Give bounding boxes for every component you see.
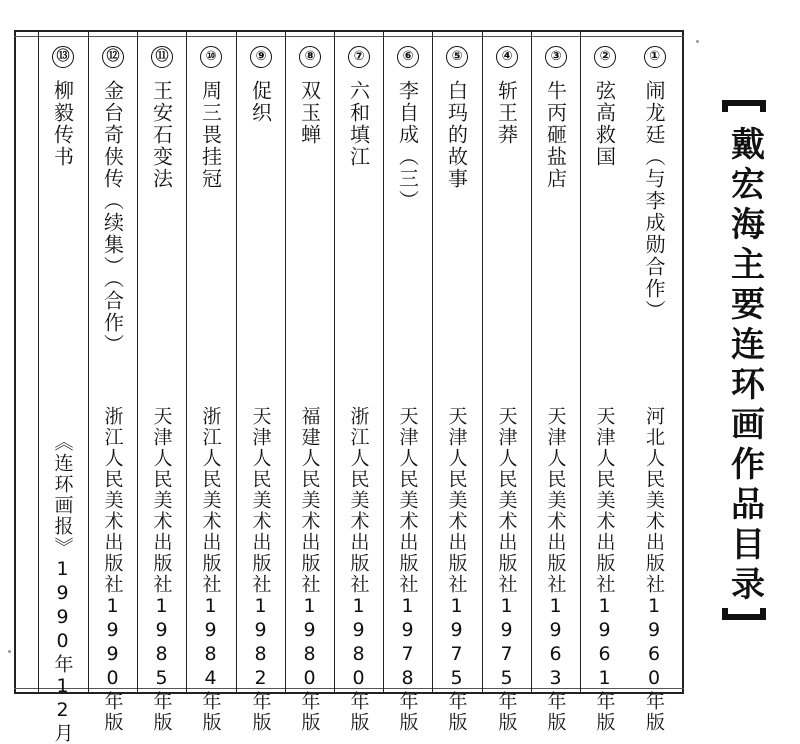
entry-title: 促织 bbox=[248, 80, 273, 124]
entry-column bbox=[186, 32, 235, 733]
entry-column bbox=[432, 32, 481, 733]
paper-speck bbox=[8, 650, 11, 653]
paper-speck bbox=[696, 40, 699, 43]
entry-number: ⑩ bbox=[200, 46, 222, 68]
entry-number: ⑬ bbox=[52, 46, 74, 68]
entry-publisher: 天津人民美术出版社1982年版 bbox=[249, 406, 272, 733]
entry-number: ⑧ bbox=[299, 46, 321, 68]
entry-publisher: 天津人民美术出版社1963年版 bbox=[544, 406, 567, 733]
catalog-title-block bbox=[700, 100, 790, 620]
title-bracket-bottom bbox=[722, 608, 766, 620]
entry-title: 王安石变法 bbox=[149, 80, 174, 190]
entry-title: 柳毅传书 bbox=[50, 80, 75, 168]
entry-column bbox=[383, 32, 432, 733]
entry-publisher: 浙江人民美术出版社1990年版 bbox=[101, 406, 124, 733]
entry-publisher: 浙江人民美术出版社1980年版 bbox=[347, 406, 370, 733]
entry-column bbox=[531, 32, 580, 733]
entry-publisher: 天津人民美术出版社1975年版 bbox=[445, 406, 468, 733]
entry-number: ⑦ bbox=[348, 46, 370, 68]
entry-number: ⑫ bbox=[102, 46, 124, 68]
entry-title: 斩王莽 bbox=[494, 80, 519, 146]
entry-publisher: 《连环画报》1990年12月 bbox=[51, 432, 74, 744]
catalog-title: 戴宏海主要连环画作品目录 bbox=[724, 126, 765, 606]
entry-title: 李自成（三） bbox=[395, 80, 420, 212]
entry-publisher: 天津人民美术出版社1975年版 bbox=[495, 406, 518, 733]
entry-publisher: 天津人民美术出版社1961年版 bbox=[593, 406, 616, 733]
title-bracket-top bbox=[722, 100, 766, 112]
entry-title: 金台奇侠传（续集）（合作） bbox=[100, 80, 125, 356]
entry-column bbox=[482, 32, 531, 733]
entry-number: ⑨ bbox=[250, 46, 272, 68]
entry-title: 牛丙砸盐店 bbox=[543, 80, 568, 190]
entry-number: ⑤ bbox=[446, 46, 468, 68]
entry-column bbox=[334, 32, 383, 733]
entry-column bbox=[630, 32, 679, 733]
entry-publisher: 河北人民美术出版社1960年版 bbox=[643, 406, 665, 733]
entry-number: ① bbox=[644, 46, 666, 68]
entry-column bbox=[38, 32, 87, 744]
entry-publisher: 福建人民美术出版社1980年版 bbox=[298, 406, 321, 733]
entry-number: ④ bbox=[496, 46, 518, 68]
entry-column bbox=[88, 32, 137, 733]
entry-title: 闹龙廷（与李成勋合作） bbox=[642, 80, 666, 322]
entry-column bbox=[236, 32, 285, 733]
entry-title: 六和填江 bbox=[346, 80, 371, 168]
entry-column bbox=[285, 32, 334, 733]
entry-publisher: 浙江人民美术出版社1984年版 bbox=[199, 406, 222, 733]
entry-publisher: 天津人民美术出版社1978年版 bbox=[396, 406, 419, 733]
entry-number: ⑥ bbox=[397, 46, 419, 68]
entry-number: ③ bbox=[545, 46, 567, 68]
entry-column bbox=[580, 32, 629, 733]
entry-title: 弦高救国 bbox=[592, 80, 617, 168]
entry-column bbox=[137, 32, 186, 733]
entry-title: 白玛的故事 bbox=[444, 80, 469, 190]
entry-title: 周三畏挂冠 bbox=[198, 80, 223, 190]
entry-publisher: 天津人民美术出版社1985年版 bbox=[150, 406, 173, 733]
entry-number: ② bbox=[594, 46, 616, 68]
entry-number: ⑪ bbox=[151, 46, 173, 68]
entry-title: 双玉蝉 bbox=[297, 80, 322, 146]
